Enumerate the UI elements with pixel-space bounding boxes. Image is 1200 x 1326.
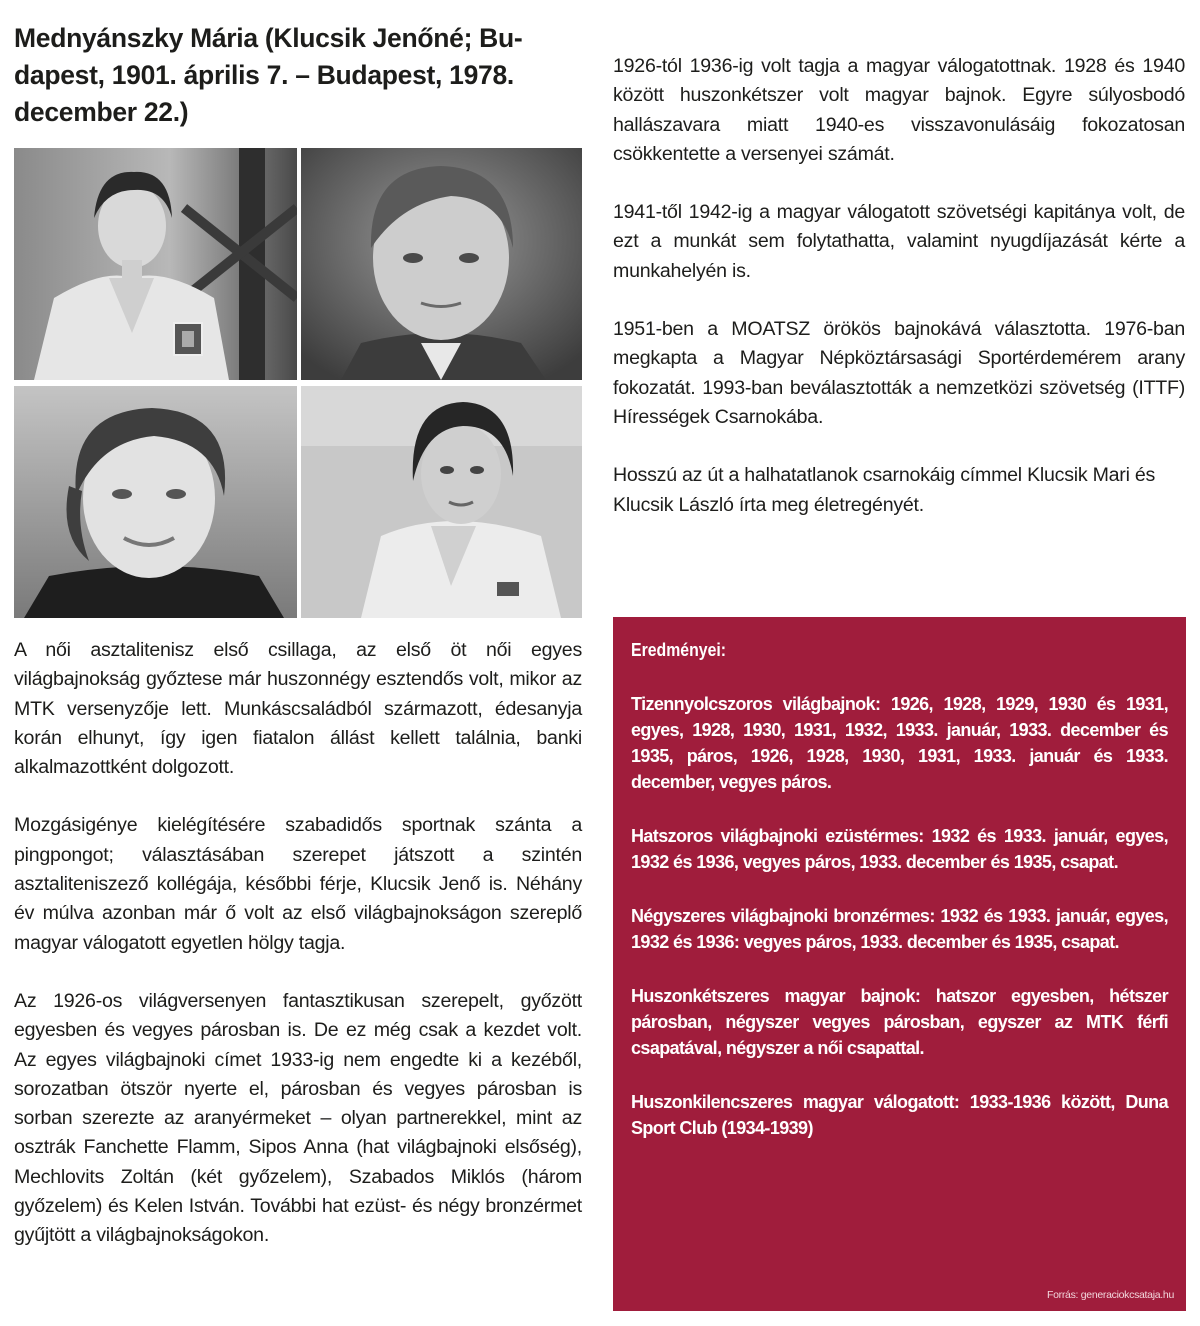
results-box (613, 617, 1186, 1311)
right-paragraph-1: 1926-tól 1936-ig volt tagja a magyar válogatottnak. 1928 és 1940 között huszonkétszer volt magyar bajnok. Egyre súlyosbodó hallászavara miatt 1940-es visszavonulásáig fokozatosan csökkentette a versenyei számát. (613, 55, 1185, 165)
results-item-national-team: Huszonkilencszeres magyar válogatott: 1933-1936 között, Duna Sport Club (1934-1939) (631, 1092, 1168, 1138)
results-item-silver: Hatszoros világbajnoki ezüstérmes: 1932 és 1933. január, egyes, 1932 és 1936, vegyes páros, 1933. december és 1935, csapat. (631, 826, 1168, 872)
results-heading: Eredményei: (631, 640, 727, 660)
portrait-photo-2 (301, 148, 582, 380)
portrait-photo-1 (14, 148, 297, 380)
right-paragraph-2: 1941-től 1942-ig a magyar válogatott szövetségi kapitánya volt, de ezt a munkát sem folytathatta, valamint nyugdíjazását kérte a munkahelyén is. (613, 201, 1185, 282)
right-paragraph-3: 1951-ben a MOATSZ örökös bajnokává választotta. 1976-ban megkapta a Magyar Népköztársasági Sportérdemérem arany fokozatát. 1993-ban beválasztották a nemzetközi szövetség (ITTF) Hírességek Csarnokába. (613, 318, 1185, 428)
title-line-2: dapest, 1901. április 7. – Budapest, 1978. (14, 60, 514, 90)
results-item-bronze: Négyszeres világbajnoki bronzérmes: 1932 és 1933. január, egyes, 1932 és 1936: vegyes páros, 1933. december és 1935, csapat. (631, 906, 1168, 952)
title-line-1: Mednyánszky Mária (Klucsik Jenőné; Bu- (14, 23, 523, 53)
left-paragraph-1: A női asztalitenisz első csillaga, az első öt női egyes világbajnokság győztese már huszonnégy esztendős volt, mikor az MTK versenyzője lett. Munkáscsaládból származott, édesanyja korán elhunyt, így igen fiatalon állást kellett találnia, banki alkalmazottként dolgozott. (14, 639, 582, 779)
title-line-3: december 22.) (14, 97, 189, 127)
left-column-text (14, 636, 582, 1280)
left-paragraph-2: Mozgásigénye kielégítésére szabadidős sportnak szánta a pingpongot; választásában szerepet játszott a szintén asztaliteniszező kollégája, későbbi férje, Klucsik Jenő is. Néhány év múlva azonban már ő volt az első világbajnokságon szereplő magyar válogatott egyetlen hölgy tagja. (14, 814, 582, 954)
results-item-world-champion: Tizennyolcszoros világbajnok: 1926, 1928, 1929, 1930 és 1931, egyes, 1928, 1930, 1931, 1932, 1933. január, 1933. december és 1935, páros, 1926, 1928, 1930, 1931, 1933. január és 1933. december, vegyes páros. (631, 694, 1168, 792)
woman-portrait-side-glance-icon (301, 386, 582, 618)
woman-portrait-closeup-icon (301, 148, 582, 380)
woman-portrait-smiling-icon (14, 386, 297, 618)
portrait-photo-3 (14, 386, 297, 618)
results-item-national-champion: Huszonkétszeres magyar bajnok: hatszor egyesben, hétszer párosban, négyszer vegyes párosban, egyszer az MTK férfi csapatával, négyszer a női csapattal. (631, 986, 1168, 1058)
left-paragraph-3: Az 1926-os világversenyen fantasztikusan szerepelt, győzött egyesben és vegyes párosban is. De ez még csak a kezdet volt. Az egyes világbajnoki címet 1933-ig nem engedte ki a kezéből, sorozatban ötször nyerte el, párosban és vegyes párosban is sorban szerezte az aranyérmeket – olyan partnerekkel, mint az osztrák Fanchette Flamm, Sipos Anna (hat világbajnoki elsőség), Mechlovits Zoltán (két győzelem), Szabados Miklós (három győzelem) és Kelen István. További hat ezüst- és négy bronzérmet gyűjtött a világbajnokságokon. (14, 989, 582, 1247)
right-column-text (613, 52, 1185, 520)
portrait-photo-4 (301, 386, 582, 618)
article-title (14, 20, 590, 131)
woman-portrait-in-sports-jacket-icon (14, 148, 297, 380)
right-paragraph-4: Hosszú az út a halhatatlanok csarnokáig címmel Klucsik Mari és Klucsik László írta meg életregényét. (613, 464, 1156, 516)
source-credit: Forrás: generaciokcsataja.hu (1046, 1289, 1174, 1301)
